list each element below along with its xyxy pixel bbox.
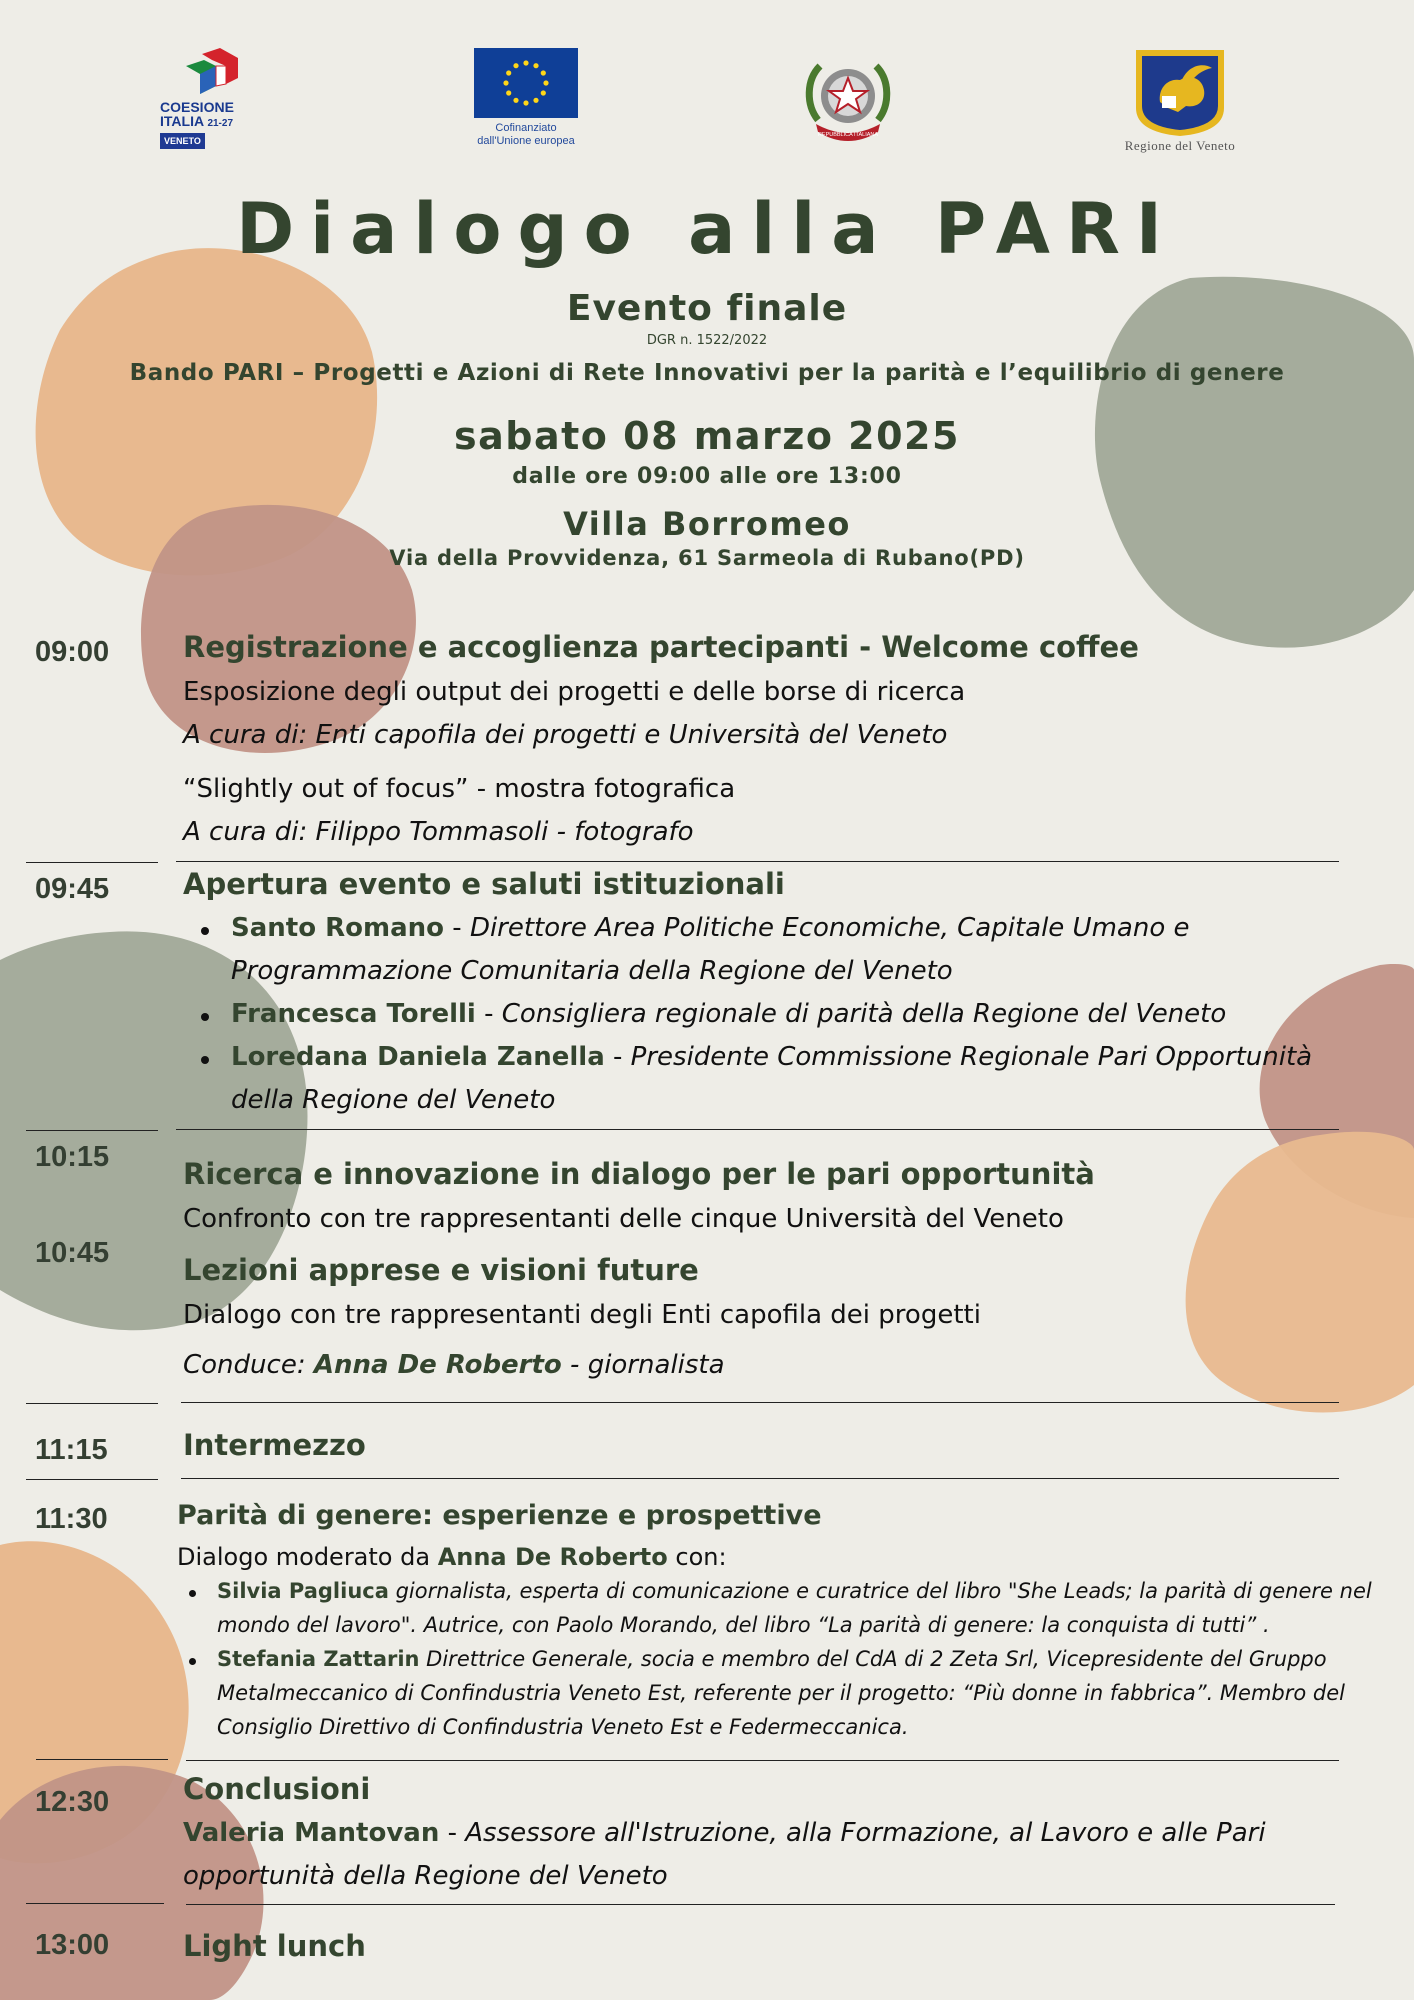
- speaker-role: Direttore Area Politiche Economiche, Capitale Umano e: [469, 913, 1190, 943]
- coesione-years: 21-27: [207, 118, 234, 129]
- divider-right: [181, 1402, 1339, 1403]
- divider-right: [186, 1904, 1335, 1905]
- divider-left: [26, 862, 158, 863]
- separator: -: [439, 1818, 466, 1848]
- speaker-name: Valeria Mantovan: [183, 1818, 440, 1848]
- separator: -: [604, 1042, 631, 1072]
- session-registration-line1: Esposizione degli output dei progetti e delle borse di ricerca: [183, 677, 966, 707]
- session-conclusions-title: Conclusioni: [183, 1772, 371, 1806]
- bullet: [201, 1013, 209, 1021]
- divider-left: [26, 1903, 164, 1904]
- conduce-role: - giornalista: [561, 1350, 725, 1380]
- regione-veneto-caption: Regione del Veneto: [1124, 138, 1236, 153]
- divider-left: [36, 1759, 168, 1760]
- guest-silvia-pagliuca-bio-cont: mondo del lavoro". Autrice, con Paolo Morando, del libro “La parità di genere: la conquista di tutti” .: [217, 1613, 1270, 1637]
- eu-caption-line1: Cofinanziato: [495, 122, 557, 134]
- time-0945: 09:45: [35, 873, 110, 905]
- time-1300: 13:00: [35, 1929, 110, 1961]
- guest-bio: giornalista, esperta di comunicazione e curatrice del libro "She Leads; la parità di genere nel: [388, 1579, 1372, 1603]
- italian-emblem-icon: [798, 50, 898, 156]
- coesione-region: VENETO: [160, 133, 205, 149]
- speaker-valeria-mantovan-role-cont: opportunità della Regione del Veneto: [183, 1861, 668, 1891]
- speaker-santo-romano: [231, 913, 1190, 943]
- venue-address: Via della Provvidenza, 61 Sarmeola di Rubano(PD): [389, 546, 1025, 570]
- eu-logo: [466, 48, 586, 148]
- guest-silvia-pagliuca: [217, 1579, 1372, 1603]
- conduce-name: Anna De Roberto: [313, 1350, 562, 1380]
- bullet: [201, 1056, 209, 1064]
- divider-left: [26, 1130, 158, 1131]
- separator: -: [475, 999, 502, 1029]
- intro-text-end: con:: [667, 1543, 727, 1571]
- guest-stefania-zattarin-bio-cont1: Metalmeccanico di Confindustria Veneto Est, referente per il progetto: “Più donne in fabbrica”. Membro del: [217, 1681, 1345, 1705]
- guest-bio: Direttrice Generale, socia e membro del CdA di 2 Zeta Srl, Vicepresidente del Gruppo: [419, 1647, 1327, 1671]
- guest-stefania-zattarin: [217, 1647, 1327, 1671]
- session-lessons-line1: Dialogo con tre rappresentanti degli Enti capofila dei progetti: [183, 1300, 981, 1330]
- session-registration-title: Registrazione e accoglienza partecipanti - Welcome coffee: [183, 630, 1139, 664]
- speaker-loredana-zanella-role-cont: della Regione del Veneto: [231, 1085, 556, 1115]
- guest-stefania-zattarin-bio-cont2: Consiglio Direttivo di Confindustria Veneto Est e Federmeccanica.: [217, 1715, 909, 1739]
- time-0900: 09:00: [35, 636, 110, 668]
- coesione-italia-logo: [160, 48, 260, 149]
- speaker-role: Consigliera regionale di parità della Regione del Veneto: [501, 999, 1227, 1029]
- session-registration-line3: “Slightly out of focus” - mostra fotografica: [183, 774, 736, 804]
- session-lessons-conduce: [183, 1350, 725, 1380]
- intro-text: Dialogo moderato da: [177, 1543, 438, 1571]
- session-research-title: Ricerca e innovazione in dialogo per le pari opportunità: [183, 1157, 1095, 1191]
- divider-left: [26, 1403, 158, 1404]
- session-registration-line4: A cura di: Filippo Tommasoli - fotografo: [183, 817, 694, 847]
- speaker-role: Assessore all'Istruzione, alla Formazione, al Lavoro e alle Pari: [465, 1818, 1266, 1848]
- session-parity-title: Parità di genere: esperienze e prospettive: [177, 1500, 822, 1531]
- event-date: sabato 08 marzo 2025: [454, 414, 960, 458]
- venue-name: Villa Borromeo: [563, 505, 851, 543]
- guest-name: Silvia Pagliuca: [217, 1579, 389, 1603]
- session-registration-line2: A cura di: Enti capofila dei progetti e Università del Veneto: [183, 720, 948, 750]
- divider-right: [181, 1478, 1339, 1479]
- speaker-name: Santo Romano: [231, 913, 445, 943]
- bullet: [189, 1590, 196, 1597]
- guest-name: Stefania Zattarin: [217, 1647, 420, 1671]
- divider-right: [176, 1129, 1339, 1130]
- session-parity-intro: [177, 1543, 727, 1571]
- divider-right: [176, 861, 1339, 862]
- time-1130: 11:30: [35, 1503, 108, 1535]
- coesione-cube-icon: [182, 48, 238, 100]
- coesione-line2: ITALIA: [160, 113, 204, 129]
- separator: -: [444, 913, 470, 943]
- time-1015: 10:15: [35, 1141, 110, 1173]
- session-intermezzo-title: Intermezzo: [183, 1428, 366, 1462]
- session-opening-title: Apertura evento e saluti istituzionali: [183, 867, 785, 901]
- bando-description: Bando PARI – Progetti e Azioni di Rete Innovativi per la parità e l’equilibrio di genere: [129, 360, 1285, 386]
- speaker-francesca-torelli: [231, 999, 1226, 1029]
- divider-right: [186, 1760, 1339, 1761]
- bullet: [201, 927, 209, 935]
- session-research-line1: Confronto con tre rappresentanti delle cinque Università del Veneto: [183, 1204, 1064, 1234]
- divider-left: [26, 1479, 158, 1480]
- coesione-line1: COESIONE: [160, 99, 234, 115]
- speaker-santo-romano-role-cont: Programmazione Comunitaria della Regione del Veneto: [231, 956, 953, 986]
- speaker-name: Loredana Daniela Zanella: [231, 1042, 605, 1072]
- eu-caption-line2: dall'Unione europea: [477, 135, 575, 147]
- session-lessons-title: Lezioni apprese e visioni future: [183, 1253, 699, 1287]
- repubblica-italiana-emblem: [798, 50, 898, 160]
- regione-veneto-logo: [1105, 48, 1255, 154]
- time-1230: 12:30: [35, 1786, 110, 1818]
- time-1115: 11:15: [35, 1434, 108, 1466]
- dgr-reference: DGR n. 1522/2022: [646, 333, 768, 348]
- speaker-role: Presidente Commissione Regionale Pari Opportunità: [630, 1042, 1313, 1072]
- event-subtitle: Evento finale: [566, 288, 848, 329]
- eu-flag-icon: [474, 48, 578, 118]
- event-title: Dialogo alla PARI: [236, 188, 1178, 270]
- lion-of-saint-mark-icon: [1132, 48, 1228, 138]
- speaker-name: Francesca Torelli: [231, 999, 476, 1029]
- speaker-valeria-mantovan: [183, 1818, 1266, 1848]
- time-1045: 10:45: [35, 1237, 110, 1269]
- speaker-loredana-zanella: [231, 1042, 1312, 1072]
- conduce-label: Conduce:: [183, 1350, 314, 1380]
- bullet: [189, 1658, 196, 1665]
- moderator-name: Anna De Roberto: [437, 1543, 668, 1571]
- session-lunch-title: Light lunch: [183, 1929, 366, 1963]
- emblem-ribbon-text: REPUBBLICA ITALIANA: [817, 132, 879, 138]
- event-hours: dalle ore 09:00 alle ore 13:00: [512, 464, 902, 489]
